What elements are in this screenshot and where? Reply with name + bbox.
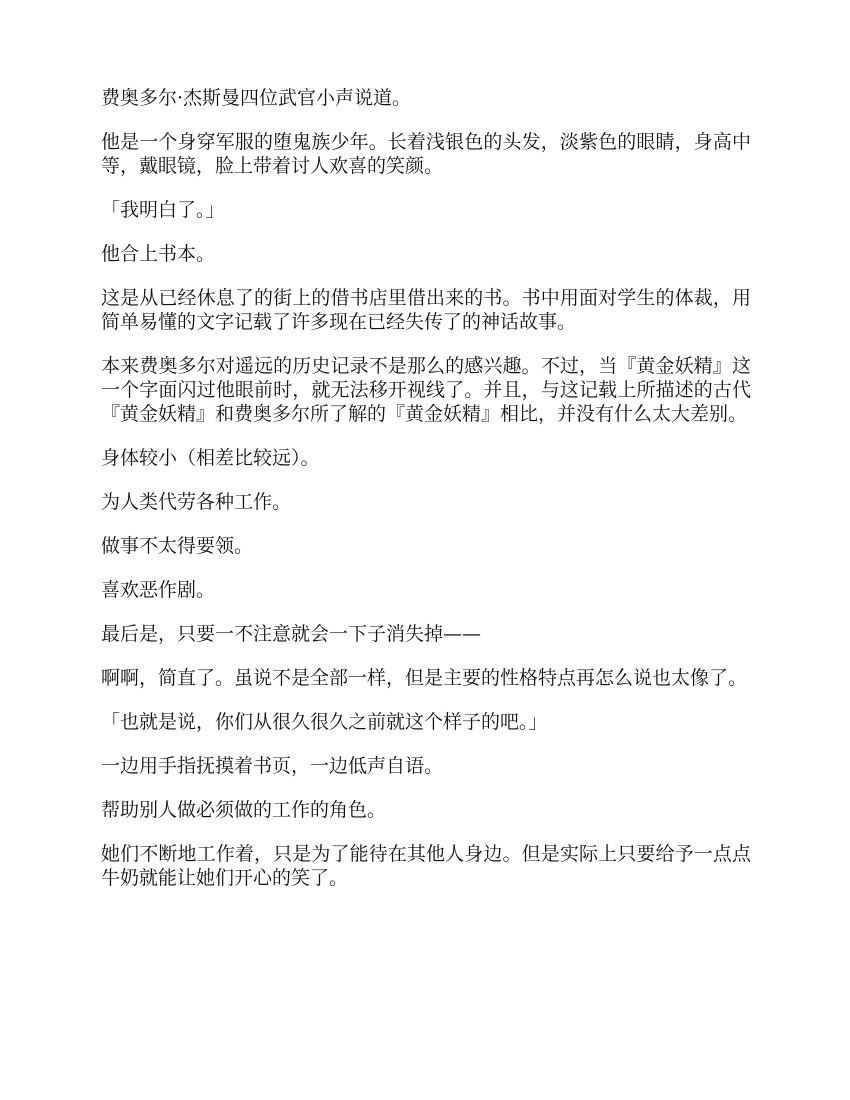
paragraph-5: 这是从已经休息了的街上的借书店里借出来的书。书中用面对学生的体裁，用简单易懂的文字记载了许多现在已经失传了的神话故事。 — [101, 287, 751, 333]
paragraph-11: 最后是，只要一不注意就会一下子消失掉—— — [101, 623, 482, 645]
paragraph-6: 本来费奥多尔对遥远的历史记录不是那么的感兴趣。不过，当『黄金妖精』这一个字面闪过他眼前时，就无法移开视线了。并且，与这记载上所描述的古代『黄金妖精』和费奥多尔所了解的『黄金妖精』相比，并没有什么太大差别。 — [101, 355, 751, 425]
paragraph-12: 啊啊，简直了。虽说不是全部一样，但是主要的性格特点再怎么说也太像了。 — [101, 667, 748, 689]
document-page — [101, 86, 751, 910]
paragraph-15: 帮助别人做必须做的工作的角色。 — [101, 799, 387, 821]
paragraph-1: 费奥多尔·杰斯曼四位武官小声说道。 — [101, 87, 412, 109]
paragraph-7: 身体较小（相差比较远）。 — [101, 447, 320, 469]
paragraph-2: 他是一个身穿军服的堕鬼族少年。长着浅银色的头发，淡紫色的眼睛，身高中等，戴眼镜，脸上带着讨人欢喜的笑颜。 — [101, 131, 751, 177]
paragraph-8: 为人类代劳各种工作。 — [101, 491, 292, 513]
paragraph-4: 他合上书本。 — [101, 243, 216, 265]
paragraph-16: 她们不断地工作着，只是为了能待在其他人身边。但是实际上只要给予一点点牛奶就能让她们开心的笑了。 — [101, 843, 751, 889]
paragraph-14: 一边用手指抚摸着书页，一边低声自语。 — [101, 755, 444, 777]
paragraph-3: 「我明白了。」 — [101, 199, 225, 221]
paragraph-9: 做事不太得要领。 — [101, 535, 254, 557]
paragraph-13: 「也就是说，你们从很久很久之前就这个样子的吧。」 — [101, 711, 548, 733]
paragraph-10: 喜欢恶作剧。 — [101, 579, 216, 601]
